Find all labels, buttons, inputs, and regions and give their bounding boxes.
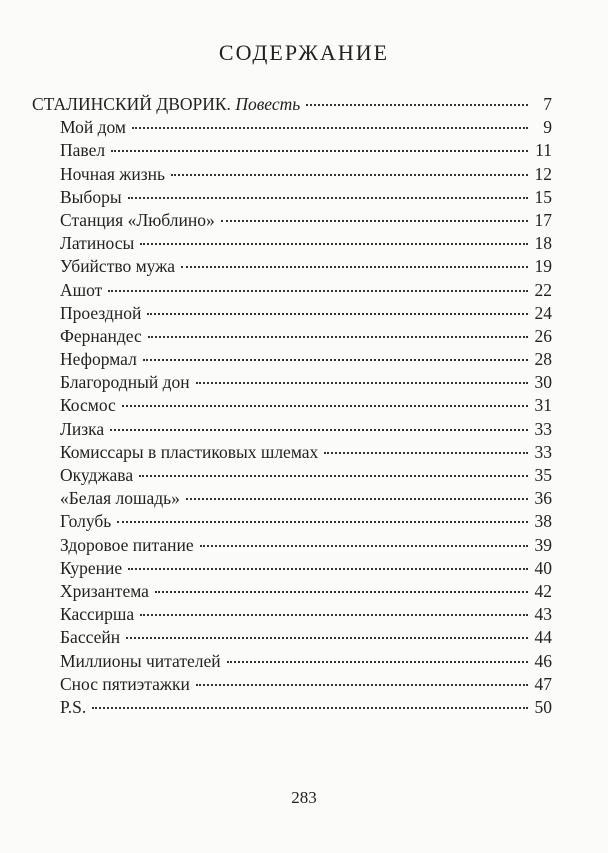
leader-dots bbox=[196, 684, 528, 686]
leader-dots bbox=[140, 243, 528, 245]
toc-entry-title: Окуджава bbox=[60, 465, 134, 485]
toc-page-number: 17 bbox=[534, 209, 552, 230]
leader-dots bbox=[140, 614, 528, 616]
toc-page-number: 24 bbox=[534, 302, 552, 323]
leader-dots bbox=[110, 429, 528, 431]
toc-page-number: 33 bbox=[534, 441, 552, 462]
toc-page-number: 18 bbox=[534, 233, 552, 254]
toc-entry[interactable] bbox=[32, 442, 552, 465]
toc-entry-title: Латиносы bbox=[60, 233, 135, 254]
toc-entry-title: Бассейн bbox=[60, 627, 121, 648]
toc-entry-title: Ночная жизнь bbox=[60, 163, 166, 184]
toc-page-number: 44 bbox=[534, 627, 552, 648]
toc-entry[interactable] bbox=[32, 303, 552, 326]
toc-entry-title: Хризантема bbox=[60, 580, 149, 601]
leader-dots bbox=[324, 452, 528, 454]
toc-entry[interactable] bbox=[32, 697, 552, 720]
toc-page-number: 50 bbox=[534, 696, 552, 717]
toc-page-number: 22 bbox=[534, 279, 552, 300]
page-number: 283 bbox=[291, 788, 317, 807]
toc-entry[interactable] bbox=[32, 349, 552, 372]
leader-dots bbox=[139, 475, 528, 477]
toc-page-number: 39 bbox=[534, 534, 552, 555]
toc-entry-title: Станция «Люблино» bbox=[60, 209, 215, 230]
toc-entry[interactable] bbox=[32, 558, 552, 581]
leader-dots bbox=[111, 150, 528, 152]
leader-dots bbox=[126, 637, 528, 639]
toc-entry[interactable] bbox=[32, 465, 552, 488]
toc-entry-title: Павел bbox=[60, 140, 106, 161]
table-of-contents bbox=[32, 94, 552, 720]
leader-dots bbox=[200, 545, 528, 547]
toc-page-number: 30 bbox=[534, 372, 552, 393]
main-entry-subtitle: Повесть bbox=[235, 94, 301, 114]
toc-page-number: 35 bbox=[534, 465, 552, 485]
toc-page-number: 26 bbox=[534, 325, 552, 346]
toc-entry[interactable] bbox=[32, 581, 552, 604]
toc-entry-title: Миллионы читателей bbox=[60, 650, 221, 671]
toc-entry[interactable] bbox=[32, 280, 552, 303]
leader-dots bbox=[181, 266, 528, 268]
toc-entry[interactable] bbox=[32, 627, 552, 650]
toc-page-number: 7 bbox=[543, 94, 552, 114]
toc-entry-title: Голубь bbox=[60, 511, 112, 532]
toc-page-number: 9 bbox=[543, 117, 552, 138]
leader-dots bbox=[108, 290, 528, 292]
toc-page-number: 33 bbox=[534, 418, 552, 439]
toc-entry-title: P.S. bbox=[60, 696, 87, 717]
toc-page-number: 12 bbox=[534, 163, 552, 184]
toc-entry[interactable] bbox=[32, 187, 552, 210]
toc-entry-title: Фернандес bbox=[60, 325, 142, 346]
toc-entry-title: Ашот bbox=[60, 279, 103, 300]
toc-page-number: 31 bbox=[534, 395, 552, 416]
toc-entry[interactable] bbox=[32, 233, 552, 256]
toc-entry-title: Комиссары в пластиковых шлемах bbox=[60, 441, 319, 462]
leader-dots bbox=[155, 591, 528, 593]
toc-entry[interactable] bbox=[32, 210, 552, 233]
toc-entry[interactable] bbox=[32, 164, 552, 187]
toc-page-number: 42 bbox=[534, 580, 552, 601]
toc-page-number: 38 bbox=[534, 511, 552, 532]
leader-dots bbox=[92, 707, 528, 709]
toc-entry[interactable] bbox=[32, 535, 552, 558]
leader-dots bbox=[147, 313, 528, 315]
toc-page-number: 15 bbox=[534, 186, 552, 207]
toc-entry[interactable] bbox=[32, 395, 552, 418]
toc-entry[interactable] bbox=[32, 604, 552, 627]
toc-entry[interactable] bbox=[32, 419, 552, 442]
toc-entry-title: Снос пятиэтажки bbox=[60, 673, 190, 694]
main-entry-title: СТАЛИНСКИЙ ДВОРИК. bbox=[32, 94, 231, 114]
leader-dots bbox=[148, 336, 528, 338]
toc-entry-title: Лизка bbox=[60, 418, 105, 439]
leader-dots bbox=[171, 174, 528, 176]
toc-entry-title: Кассирша bbox=[60, 604, 135, 625]
toc-entry-title: «Белая лошадь» bbox=[60, 488, 180, 509]
toc-entry-title: Космос bbox=[60, 395, 116, 416]
toc-entry-title: Мой дом bbox=[60, 117, 127, 138]
leader-dots bbox=[117, 521, 528, 523]
toc-entry-title bbox=[32, 94, 300, 115]
toc-page-number: 40 bbox=[534, 557, 552, 578]
toc-entry-title: Проездной bbox=[60, 302, 142, 323]
leader-dots bbox=[128, 197, 528, 199]
toc-entry[interactable] bbox=[32, 651, 552, 674]
leader-dots bbox=[196, 382, 528, 384]
toc-entry-title: Здоровое питание bbox=[60, 534, 194, 555]
leader-dots bbox=[306, 104, 528, 106]
toc-page-number: 11 bbox=[535, 140, 552, 161]
toc-entry[interactable] bbox=[32, 326, 552, 349]
toc-page-number: 28 bbox=[534, 349, 552, 370]
toc-page-number: 43 bbox=[534, 604, 552, 625]
toc-entries bbox=[32, 117, 552, 720]
toc-page-number: 36 bbox=[534, 488, 552, 509]
toc-page-number: 19 bbox=[534, 256, 552, 277]
toc-entry[interactable] bbox=[32, 372, 552, 395]
toc-entry-title: Курение bbox=[60, 557, 123, 578]
toc-page-number: 46 bbox=[534, 650, 552, 671]
toc-entry[interactable] bbox=[32, 511, 552, 534]
toc-entry[interactable] bbox=[32, 117, 552, 140]
toc-entry-title: Убийство мужа bbox=[60, 256, 176, 277]
toc-entry[interactable] bbox=[32, 488, 552, 511]
toc-page-number: 47 bbox=[534, 673, 552, 694]
leader-dots bbox=[143, 359, 528, 361]
toc-entry[interactable] bbox=[32, 674, 552, 697]
toc-entry[interactable] bbox=[32, 140, 552, 163]
leader-dots bbox=[122, 405, 528, 407]
toc-heading: СОДЕРЖАНИЕ bbox=[218, 40, 390, 65]
leader-dots bbox=[132, 127, 528, 129]
toc-entry-title: Благородный дон bbox=[60, 372, 190, 393]
leader-dots bbox=[186, 498, 528, 500]
leader-dots bbox=[128, 568, 528, 570]
toc-entry-title: Выборы bbox=[60, 186, 122, 207]
toc-main-entry[interactable] bbox=[32, 94, 552, 117]
leader-dots bbox=[221, 220, 528, 222]
toc-entry-title: Неформал bbox=[60, 349, 137, 370]
toc-entry[interactable] bbox=[32, 256, 552, 279]
leader-dots bbox=[227, 661, 528, 663]
